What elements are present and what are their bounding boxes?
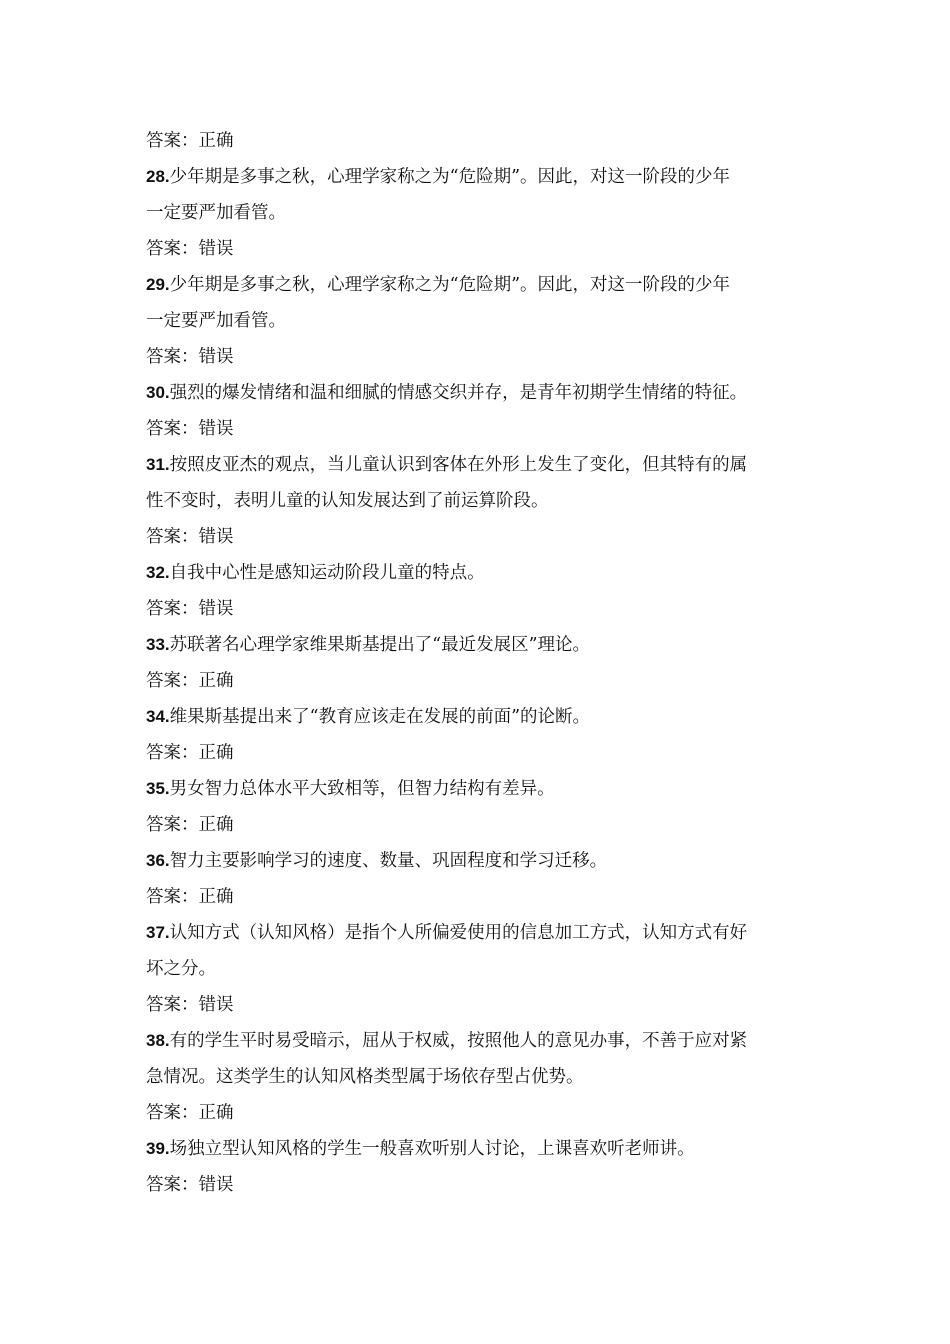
question-text: 强烈的爆发情绪和温和细腻的情感交织并存，是青年初期学生情绪的特征。 bbox=[169, 383, 748, 403]
question-text: 坏之分。 bbox=[146, 959, 216, 979]
answer-line: 答案：正确 bbox=[146, 815, 234, 835]
answer-line: 答案：错误 bbox=[146, 995, 234, 1015]
question-line bbox=[146, 555, 814, 591]
answer-line: 答案：错误 bbox=[146, 1175, 234, 1195]
question-text: 急情况。这类学生的认知风格类型属于场依存型占优势。 bbox=[146, 1067, 584, 1087]
question-text: 智力主要影响学习的速度、数量、巩固程度和学习迁移。 bbox=[169, 851, 608, 871]
question-line bbox=[146, 159, 814, 195]
question-number: 32. bbox=[146, 563, 170, 582]
question-text: 场独立型认知风格的学生一般喜欢听别人讨论，上课喜欢听老师讲。 bbox=[169, 1139, 695, 1159]
answer-line: 答案：错误 bbox=[146, 239, 234, 259]
question-text: 一定要严加看管。 bbox=[146, 311, 286, 331]
question-line bbox=[146, 483, 814, 519]
question-number: 39. bbox=[146, 1139, 170, 1158]
question-line bbox=[146, 699, 814, 735]
answer-line: 答案：错误 bbox=[146, 599, 234, 619]
question-text: 苏联著名心理学家维果斯基提出了“最近发展区”理论。 bbox=[169, 635, 591, 655]
document-page bbox=[146, 123, 814, 1203]
question-number: 36. bbox=[146, 851, 170, 870]
question-text: 自我中心性是感知运动阶段儿童的特点。 bbox=[169, 563, 485, 583]
question-line bbox=[146, 627, 814, 663]
question-line bbox=[146, 843, 814, 879]
question-number: 38. bbox=[146, 1031, 170, 1050]
question-line bbox=[146, 303, 814, 339]
question-line bbox=[146, 951, 814, 987]
question-line bbox=[146, 267, 814, 303]
answer-line: 答案：错误 bbox=[146, 419, 234, 439]
question-line bbox=[146, 1131, 814, 1167]
answer-line: 答案：正确 bbox=[146, 743, 234, 763]
question-number: 30. bbox=[146, 383, 170, 402]
question-number: 34. bbox=[146, 707, 170, 726]
question-text: 男女智力总体水平大致相等，但智力结构有差异。 bbox=[169, 779, 555, 799]
question-text: 维果斯基提出来了“教育应该走在发展的前面”的论断。 bbox=[169, 707, 591, 727]
question-text: 有的学生平时易受暗示，屈从于权威，按照他人的意见办事，不善于应对紧 bbox=[169, 1031, 748, 1051]
question-number: 37. bbox=[146, 923, 170, 942]
question-text: 认知方式（认知风格）是指个人所偏爱使用的信息加工方式，认知方式有好 bbox=[169, 923, 748, 943]
question-number: 29. bbox=[146, 275, 170, 294]
question-line bbox=[146, 195, 814, 231]
question-number: 35. bbox=[146, 779, 170, 798]
question-list bbox=[146, 159, 814, 1203]
question-line bbox=[146, 447, 814, 483]
question-text: 一定要严加看管。 bbox=[146, 203, 286, 223]
question-line bbox=[146, 1059, 814, 1095]
answer-line: 答案：正确 bbox=[146, 1103, 234, 1123]
answer-line: 答案：正确 bbox=[146, 887, 234, 907]
answer-line: 答案：正确 bbox=[146, 671, 234, 691]
question-line bbox=[146, 915, 814, 951]
question-number: 31. bbox=[146, 455, 170, 474]
question-line bbox=[146, 375, 814, 411]
answer-line: 答案：错误 bbox=[146, 347, 234, 367]
question-line bbox=[146, 771, 814, 807]
question-text: 按照皮亚杰的观点，当儿童认识到客体在外形上发生了变化，但其特有的属 bbox=[169, 455, 748, 475]
question-number: 28. bbox=[146, 167, 170, 186]
answer-line: 答案：错误 bbox=[146, 527, 234, 547]
question-number: 33. bbox=[146, 635, 170, 654]
question-text: 少年期是多事之秋，心理学家称之为“危险期”。因此，对这一阶段的少年 bbox=[169, 167, 731, 187]
question-text: 性不变时，表明儿童的认知发展达到了前运算阶段。 bbox=[146, 491, 549, 511]
question-line bbox=[146, 1023, 814, 1059]
question-text: 少年期是多事之秋，心理学家称之为“危险期”。因此，对这一阶段的少年 bbox=[169, 275, 731, 295]
answer-line: 答案：正确 bbox=[146, 131, 234, 151]
